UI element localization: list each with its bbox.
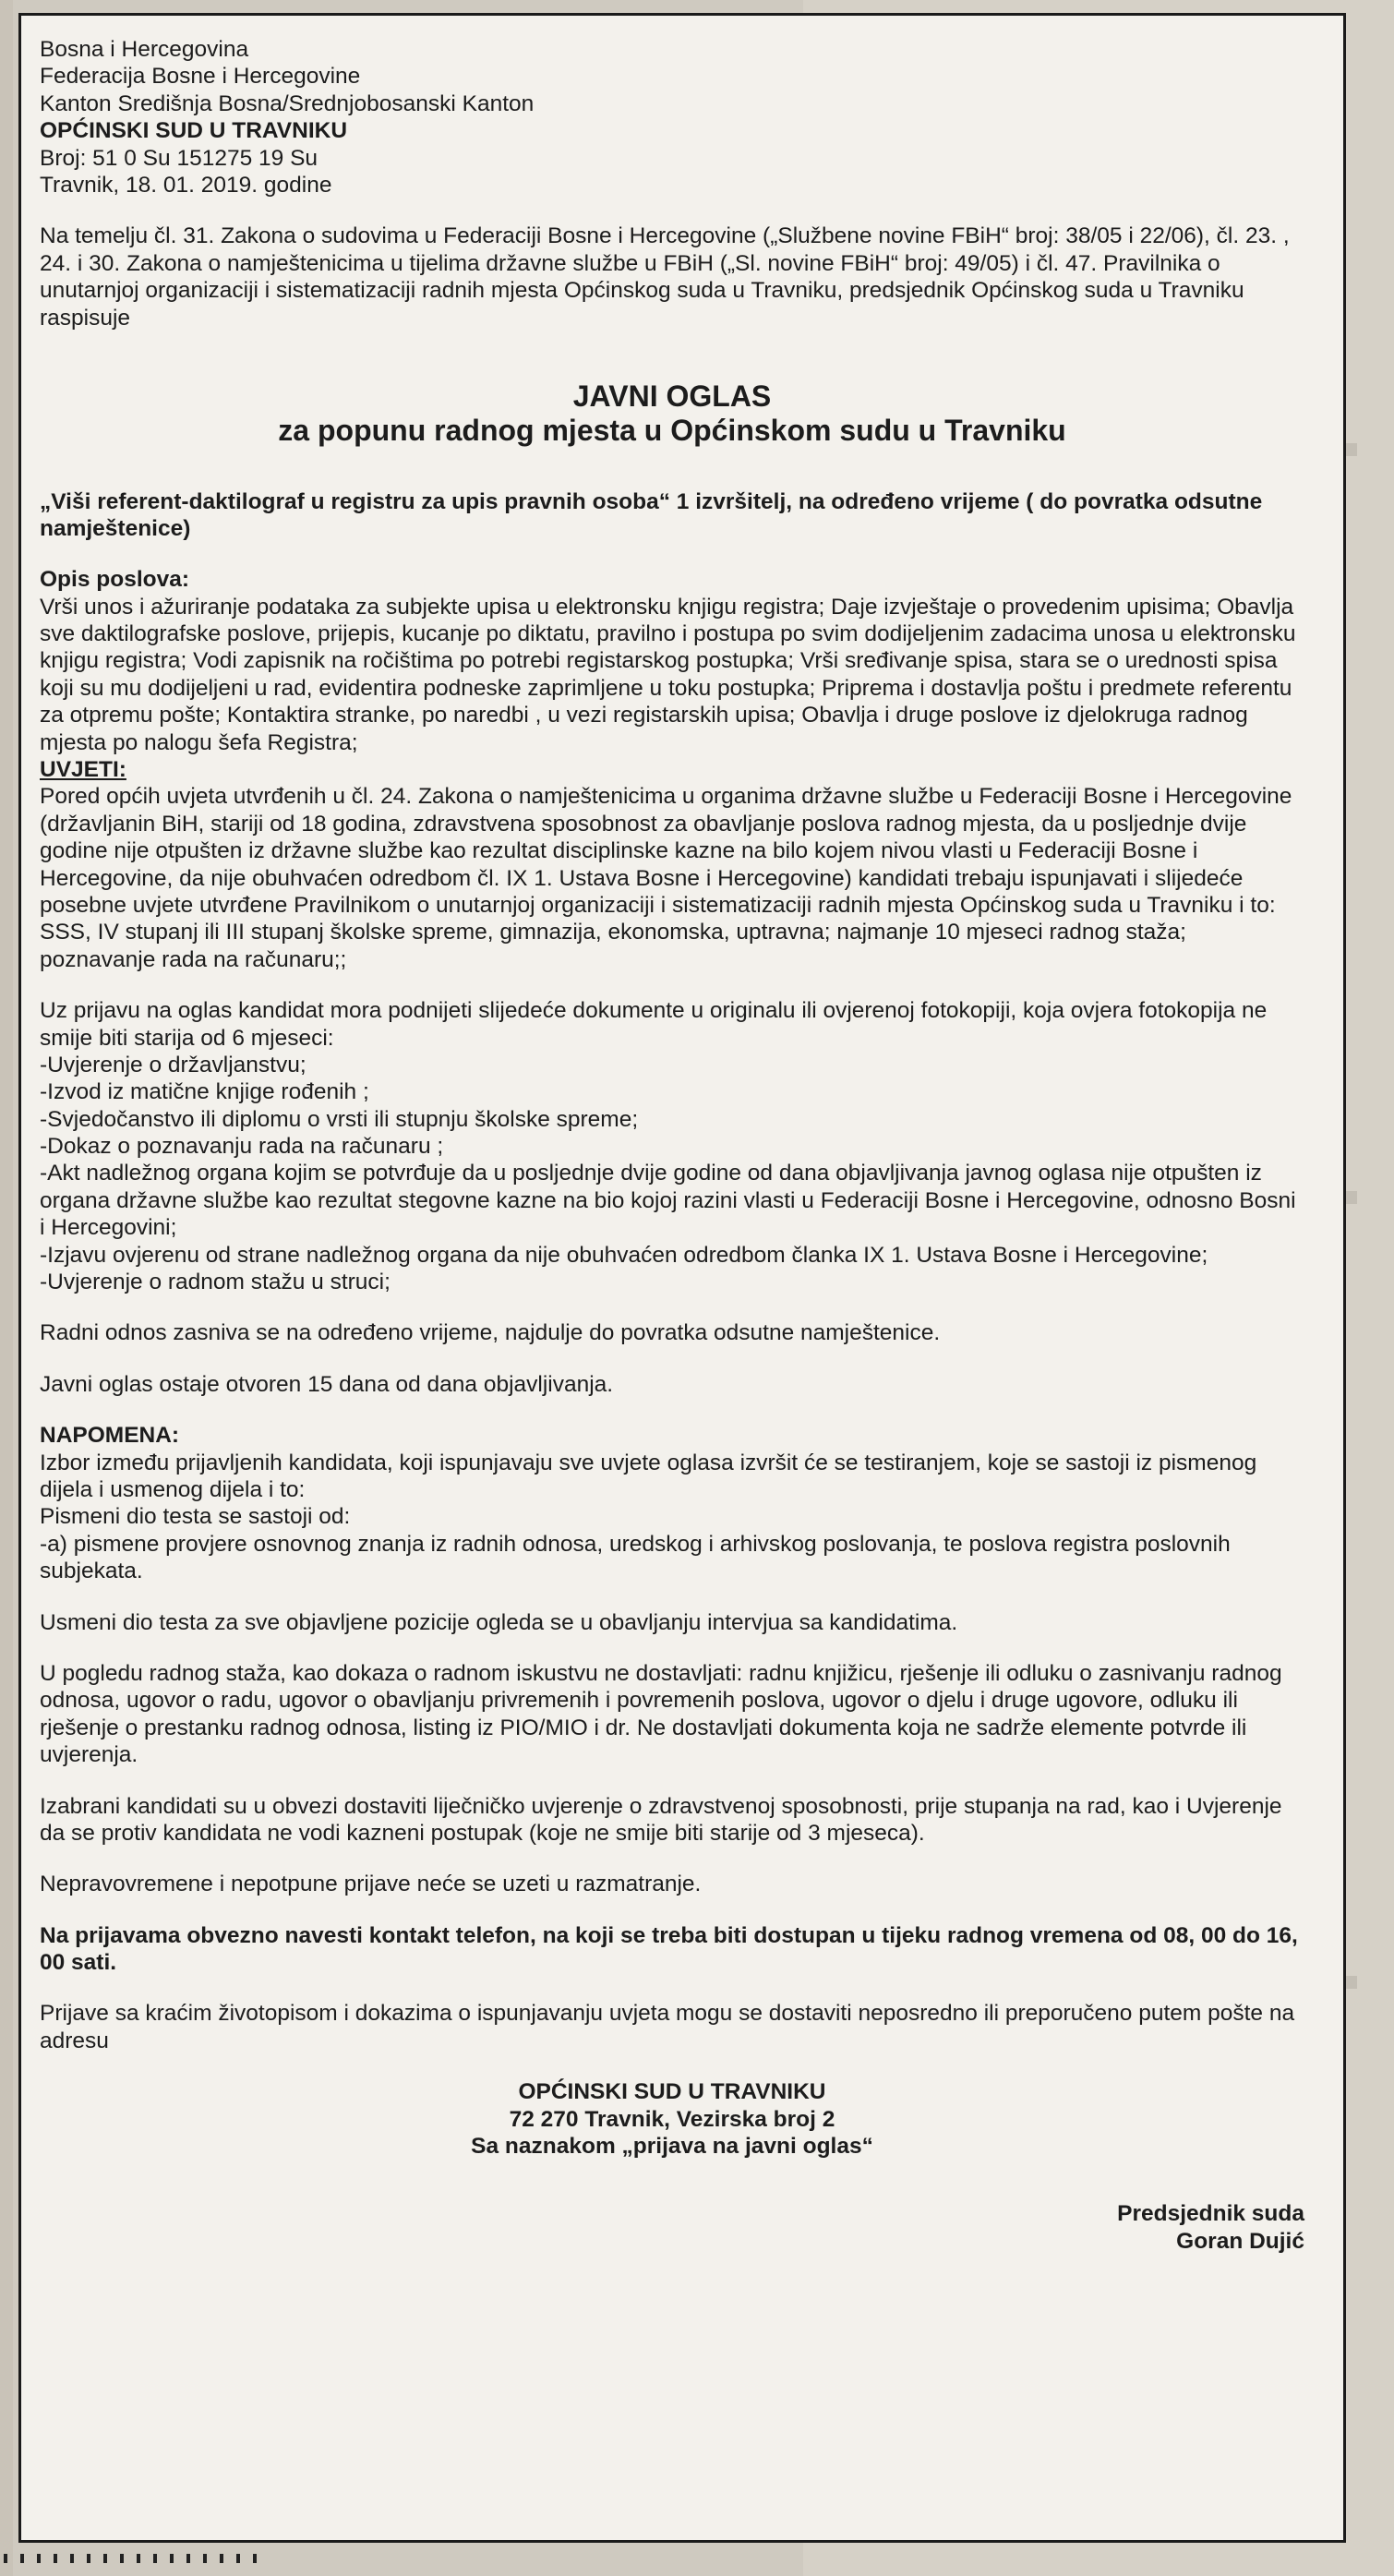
list-item: -Uvjerenje o radnom stažu u struci;	[40, 1270, 391, 1295]
contact-phone-note: Na prijavama obvezno navesti kontakt telefon, na koji se treba biti dostupan u tijeku radnog vremena od 08, 00 do 16, 00 sati.	[40, 1922, 1298, 1976]
page-edge-marks	[0, 2554, 1394, 2567]
job-advertisement	[18, 13, 1346, 2543]
conditions-text: Pored općih uvjeta utvrđenih u čl. 24. Zakona o namještenicima u organima državne službe u Federaciji Bosne i Hercegovine (državljanin BiH, stariji od 18 godina, zdravstvena sposobnost za obavljanje poslova radnog mjesta, da u posljednje dvije godine nije otpušten iz državne službe kao rezultat disciplinske kazne na bilo kojem nivou vlasti u Federaciji Bosne i Hercegovine, da nije obuhvaćen odredbom čl. IX 1. Ustava Bosne i Hercegovine) kandidati trebaju ispunjavati i slijedeće posebne uvjete utvrđene Pravilnikom o unutarnjoj organizaciji i sistematizaciji radnih mjesta Općinskog suda u Travniku i to: SSS, IV stupanj ili III stupanj školske spreme, gimnazija, ekonomska, uptravna; najmanje 10 mjeseci radnog staža; poznavanje rada na računaru;;	[40, 784, 1292, 972]
list-item: -Izjavu ovjerenu od strane nadležnog organa da nije obuhvaćen odredbom članka IX 1. Ustava Bosne i Hercegovine;	[40, 1242, 1208, 1268]
address-street: 72 270 Travnik, Vezirska broj 2	[509, 2106, 835, 2132]
header-country: Bosna i Hercegovina	[40, 37, 249, 62]
napomena-line: -a) pismene provjere osnovnog znanja iz radnih odnosa, uredskog i arhivskog poslovanja, te poslova registra poslovnih subjekata.	[40, 1531, 1231, 1584]
signature-block	[40, 2200, 1304, 2255]
intro-paragraph: Na temelju čl. 31. Zakona o sudovima u Federaciji Bosne i Hercegovine („Službene novine FBiH“ broj: 38/05 i 22/06), čl. 23. , 24. i 30. Zakona o namještenicima u tijelima državne službe u FBiH („Sl. novine FBiH“ broj: 49/05) i čl. 47. Pravilnika o unutarnjoj organizaciji i sistematizaciji radnih mjesta Općinskog suda u Travniku, predsjednik Općinskog suda u Travniku raspisuje	[40, 223, 1290, 331]
header-canton: Kanton Središnja Bosna/Srednjobosanski Kanton	[40, 90, 535, 116]
documents-intro: Uz prijavu na oglas kandidat mora podnijeti slijedeće dokumente u originalu ili ovjerenoj fotokopiji, koja ovjera fotokopija ne smije biti starija od 6 mjeseci:	[40, 998, 1268, 1051]
position-title: „Viši referent-daktilograf u registru za upis pravnih osoba“ 1 izvršitelj, na određeno vrijeme ( do povratka odsutne namještenice)	[40, 488, 1263, 541]
header-court: OPĆINSKI SUD U TRAVNIKU	[40, 118, 348, 144]
napomena-line: Izbor između prijavljenih kandidata, koji ispunjavaju sve uvjete oglasa izvršit će se testiranjem, koje se sastoji iz pismenog dijela i usmenog dijela i to:	[40, 1450, 1257, 1502]
newspaper-margin-left	[0, 0, 13, 2576]
title-block	[40, 379, 1304, 448]
napomena-heading: NAPOMENA:	[40, 1423, 180, 1449]
late-applications-note: Nepravovremene i nepotpune prijave neće se uzeti u razmatranje.	[40, 1872, 702, 1897]
list-item: -Svjedočanstvo ili diplomu o vrsti ili stupnju školske spreme;	[40, 1106, 639, 1132]
header-block	[40, 36, 1304, 199]
medical-note: Izabrani kandidati su u obvezi dostaviti liječničko uvjerenje o zdravstvenoj sposobnosti, prije stupanja na rad, kao i Uvjerenje da se protiv kandidata ne vodi kazneni postupak (koje ne smije biti starije od 3 mjeseca).	[40, 1793, 1282, 1846]
list-item: -Akt nadležnog organa kojim se potvrđuje da u posljednje dvije godine od dana objavljivanja javnog oglasa nije otpušten iz organa državne službe kao rezultat stegovne kazne na bio kojoj razini vlasti u Federaciji Bosne i Hercegovine, odnosno Bosni i Hercegovini;	[40, 1161, 1296, 1241]
open-period-note: Javni oglas ostaje otvoren 15 dana od dana objavljivanja.	[40, 1371, 614, 1397]
signature-role: Predsjednik suda	[1117, 2201, 1304, 2227]
duties-text: Vrši unos i ažuriranje podataka za subjekte upisa u elektronsku knjigu registra; Daje izvještaje o provedenim upisima; Obavlja sve daktilografske poslove, prijepis, kucanje po diktatu, pravilno i postupa po svim dodijeljenim zadacima unosa u elektronsku knjigu registra; Vodi zapisnik na ročištima po potrebi registarskog postupka; Vrši sređivanje spisa, stara se o urednosti spisa koji su mu dodijeljeni u rad, evidentira podneske zaprimljene u toku postupka; Priprema i dostavlja poštu i predmete referentu za otpremu pošte; Kontaktira stranke, po naredbi , u vezi registarskih upisa; Obavlja i druge poslove iz djelokruga radnog mjesta po nalogu šefa Registra;	[40, 594, 1296, 755]
experience-proof-note: U pogledu radnog staža, kao dokaza o radnom iskustvu ne dostavljati: radnu knjižicu, rješenje ili odluku o zasnivanju radnog odnosa, ugovor o radu, ugovor o obavljanju privremenih i povremenih poslova, ugovor o djelu i druge ugovore, odluku ili rješenje o prestanku radnog odnosa, listing iz PIO/MIO i dr. Ne dostavljati dokumenta koja ne sadrže elemente potvrde ili uvjerenja.	[40, 1660, 1282, 1768]
ad-title: JAVNI OGLAS	[572, 379, 772, 413]
list-item: -Izvod iz matične knjige rođenih ;	[40, 1079, 369, 1105]
list-item: -Dokaz o poznavanju rada na računaru ;	[40, 1134, 444, 1160]
header-federation: Federacija Bosne i Hercegovine	[40, 64, 361, 90]
header-case-number: Broj: 51 0 Su 151275 19 Su	[40, 145, 318, 171]
duties-heading: Opis poslova:	[40, 567, 190, 593]
address-block	[40, 2078, 1304, 2160]
header-place-date: Travnik, 18. 01. 2019. godine	[40, 172, 332, 198]
ad-subtitle: za popunu radnog mjesta u Općinskom sudu u Travniku	[278, 413, 1066, 447]
submission-note: Prijave sa kraćim životopisom i dokazima o ispunjavanju uvjeta mogu se dostaviti neposredno ili preporučeno putem pošte na adresu	[40, 2001, 1295, 2053]
employment-note: Radni odnos zasniva se na određeno vrijeme, najdulje do povratka odsutne namještenice.	[40, 1320, 941, 1346]
napomena-line: Pismeni dio testa se sastoji od:	[40, 1504, 351, 1530]
documents-list	[40, 1052, 1304, 1296]
conditions-heading: UVJETI:	[40, 757, 126, 783]
signature-name: Goran Dujić	[1176, 2228, 1304, 2254]
address-court: OPĆINSKI SUD U TRAVNIKU	[518, 2079, 826, 2105]
address-remark: Sa naznakom „prijava na javni oglas“	[471, 2134, 873, 2160]
oral-test-note: Usmeni dio testa za sve objavljene pozicije ogleda se u obavljanju intervjua sa kandidatima.	[40, 1609, 958, 1635]
list-item: -Uvjerenje o državljanstvu;	[40, 1052, 306, 1077]
